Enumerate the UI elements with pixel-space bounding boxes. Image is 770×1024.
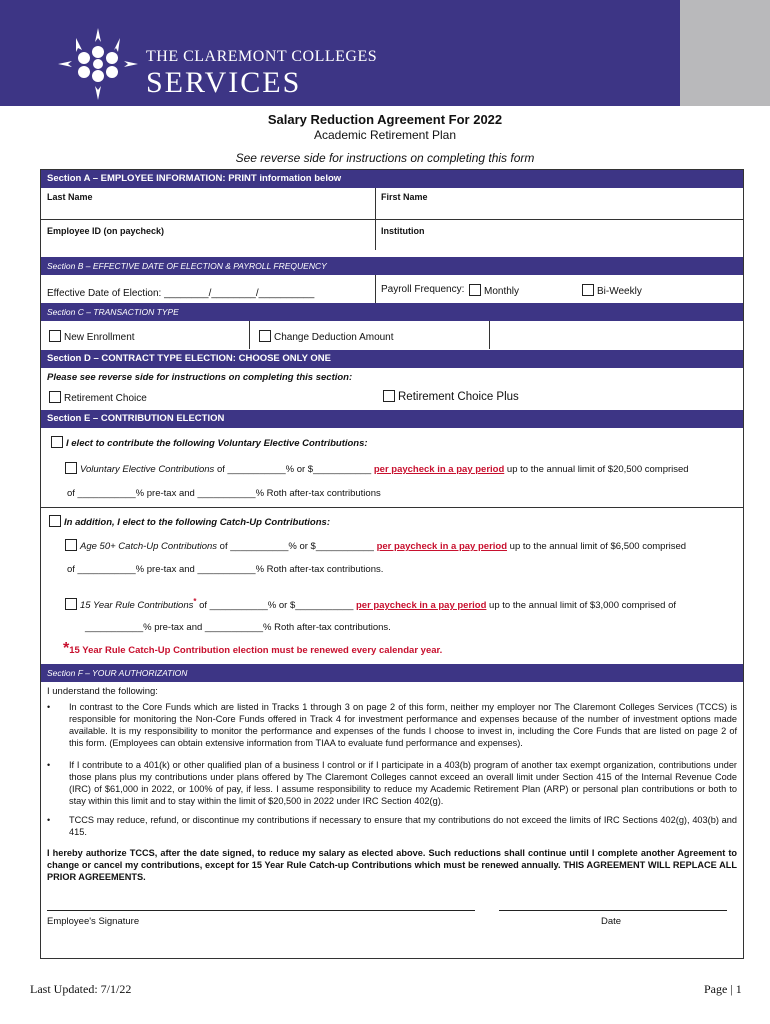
new-enrollment-checkbox[interactable] — [49, 330, 61, 342]
header-banner — [0, 0, 680, 106]
org-name: THE CLAREMONT COLLEGES — [146, 48, 378, 65]
voluntary-split-field[interactable]: of ___________% pre-tax and ___________% Roth after-tax contributions — [67, 488, 381, 499]
last-name-label: Last Name — [47, 192, 93, 202]
divider — [41, 219, 743, 220]
catchup-elect-checkbox[interactable] — [49, 515, 61, 527]
signature-line[interactable] — [47, 910, 475, 911]
section-e-header: Section E – CONTRIBUTION ELECTION — [41, 410, 743, 428]
section-d-header: Section D – CONTRACT TYPE ELECTION: CHOOSE ONLY ONE — [41, 350, 743, 368]
payroll-frequency-label: Payroll Frequency: — [381, 284, 465, 295]
section-a-header: Section A – EMPLOYEE INFORMATION: PRINT information below — [41, 170, 743, 188]
monthly-option[interactable] — [469, 284, 519, 297]
authorization-item-2: If I contribute to a 401(k) or other qualified plan of a business I control or if I participate in a 403(b) program of another tax exempt organization, contributions under those plans plus my contributions under plans offered by The Claremont Colleges cannot exceed an overall limit under Section 415 of the Internal Revenue Code (IRC) of $61,000 in 2022, or 100% of pay, if less. I assume responsibility to reduce my Academic Retirement Plan (ARP) or personal plan contributions or both to stay within this limit and to stay within the limit of $20,500 in 2022 under IRC Section 402(g). — [69, 760, 737, 806]
form-subtitle: Academic Retirement Plan — [313, 128, 457, 142]
section-c-header: Section C – TRANSACTION TYPE — [41, 303, 743, 321]
per-period-text: per paycheck in a pay period — [356, 600, 487, 612]
catchup-elect-label: In addition, I elect to the following Catch-Up Contributions: — [64, 517, 330, 528]
voluntary-contribution-label: Voluntary Elective Contributions — [80, 464, 215, 475]
change-amount-option[interactable] — [259, 330, 394, 343]
page-number: Page | 1 — [704, 982, 742, 996]
change-amount-checkbox[interactable] — [259, 330, 271, 342]
voluntary-contribution-checkbox[interactable] — [65, 462, 77, 474]
authorization-agreement: I hereby authorize TCCS, after the date signed, to reduce my salary as elected above. Such reductions shall continue until I complete another Agreement to change or cancel my contributions, except for 15 Year Rule Catch-up Contributions which must be renewed annually. THIS AGREEMENT WILL REPLACE ALL PRIOR AGREEMENTS. — [47, 848, 737, 882]
authorization-item-3: TCCS may reduce, refund, or discontinue my contributions if necessary to ensure that my contributions do not exceed the limits of IRC Sections 402(g), 403(b) and 415. — [69, 815, 737, 837]
renewal-asterisk: * — [63, 640, 70, 657]
change-amount-label: Change Deduction Amount — [274, 332, 394, 343]
bullet: • — [47, 702, 51, 712]
new-enrollment-label: New Enrollment — [64, 332, 135, 343]
last-updated: Last Updated: 7/1/22 — [30, 982, 132, 996]
yr15-asterisk: * — [193, 597, 197, 606]
bullet: • — [47, 760, 51, 770]
divider — [249, 321, 250, 349]
age50-fields: of ___________% or $___________ — [217, 541, 377, 552]
retirement-choice-plus-checkbox[interactable] — [383, 390, 395, 402]
renewal-note — [63, 640, 442, 658]
yr15-split-field[interactable]: ___________% pre-tax and ___________% Roth after-tax contributions. — [85, 622, 391, 633]
divider — [375, 275, 376, 303]
biweekly-checkbox[interactable] — [582, 284, 594, 296]
authorization-item-1: In contrast to the Core Funds which are listed in Tracks 1 through 3 on page 2 of this form, neither my employer nor The Claremont Colleges Services (TCCS) is responsible for monitoring the Non-Core Funds offered in Track 4 for investment performance and expenses because of the number of investment options made available. It is my responsibility to monitor the performance and expenses of the funds I choose to invest in, including the Core Funds that are listed on page 2 of this form. (Employees can obtain extensive information from TIAA to evaluate fund performance and expenses). — [69, 702, 737, 748]
biweekly-option[interactable] — [582, 284, 642, 297]
form-instruction-note: See reverse side for instructions on completing this form — [235, 151, 535, 165]
divider — [41, 507, 743, 508]
retirement-choice-label: Retirement Choice — [64, 393, 147, 404]
voluntary-elect-checkbox[interactable] — [51, 436, 63, 448]
yr15-fields: of ___________% or $___________ — [196, 600, 356, 612]
renewal-note-text: 15 Year Rule Catch-Up Contribution election must be renewed every calendar year. — [69, 645, 443, 656]
per-period-text: per paycheck in a pay period — [373, 464, 505, 475]
bullet: • — [47, 815, 51, 825]
institution-label: Institution — [381, 226, 425, 236]
form-title: Salary Reduction Agreement For 2022 — [267, 112, 503, 127]
voluntary-contribution-fields: of ___________% or $___________ — [214, 464, 374, 475]
biweekly-label: Bi-Weekly — [597, 286, 642, 297]
yr15-contribution-row[interactable] — [65, 597, 676, 611]
salary-reduction-form — [40, 169, 744, 959]
retirement-choice-option[interactable] — [49, 391, 147, 404]
authorization-intro: I understand the following: — [47, 686, 158, 697]
employee-id-label: Employee ID (on paycheck) — [47, 226, 165, 236]
age50-label: Age 50+ Catch-Up Contributions — [80, 541, 218, 552]
date-label: Date — [601, 916, 622, 927]
header-side-panel — [680, 0, 770, 106]
section-d-instruction: Please see reverse side for instructions on completing this section: — [47, 372, 353, 383]
age50-split-field[interactable]: of ___________% pre-tax and ___________% Roth after-tax contributions. — [67, 564, 384, 575]
first-name-label: First Name — [381, 192, 428, 202]
voluntary-limit-text: up to the annual limit of $20,500 comprised — [504, 464, 689, 475]
retirement-choice-plus-label: Retirement Choice Plus — [398, 391, 519, 403]
date-line[interactable] — [499, 910, 727, 911]
effective-date-field[interactable]: Effective Date of Election: ________/________/__________ — [47, 288, 315, 299]
voluntary-elect-label: I elect to contribute the following Voluntary Elective Contributions: — [66, 438, 368, 449]
voluntary-elect-option[interactable] — [51, 436, 368, 449]
catchup-elect-option[interactable] — [49, 515, 330, 528]
new-enrollment-option[interactable] — [49, 330, 135, 343]
divider — [489, 321, 490, 349]
age50-contribution-row[interactable] — [65, 539, 686, 552]
org-services: SERVICES — [146, 66, 302, 99]
age50-checkbox[interactable] — [65, 539, 77, 551]
yr15-checkbox[interactable] — [65, 598, 77, 610]
retirement-choice-plus-option[interactable] — [383, 390, 519, 403]
retirement-choice-checkbox[interactable] — [49, 391, 61, 403]
per-period-text: per paycheck in a pay period — [376, 541, 508, 552]
voluntary-contribution-row[interactable] — [65, 462, 689, 475]
section-f-header: Section F – YOUR AUTHORIZATION — [41, 664, 743, 682]
signature-label: Employee's Signature — [47, 916, 140, 927]
yr15-label: 15 Year Rule Contributions — [80, 600, 194, 612]
section-b-header: Section B – EFFECTIVE DATE OF ELECTION & PAYROLL FREQUENCY — [41, 257, 743, 275]
yr15-limit-text: up to the annual limit of $3,000 comprised of — [486, 600, 677, 612]
monthly-checkbox[interactable] — [469, 284, 481, 296]
star-cluster-logo-icon — [58, 28, 138, 100]
monthly-label: Monthly — [484, 286, 520, 297]
age50-limit-text: up to the annual limit of $6,500 comprised — [507, 541, 687, 552]
